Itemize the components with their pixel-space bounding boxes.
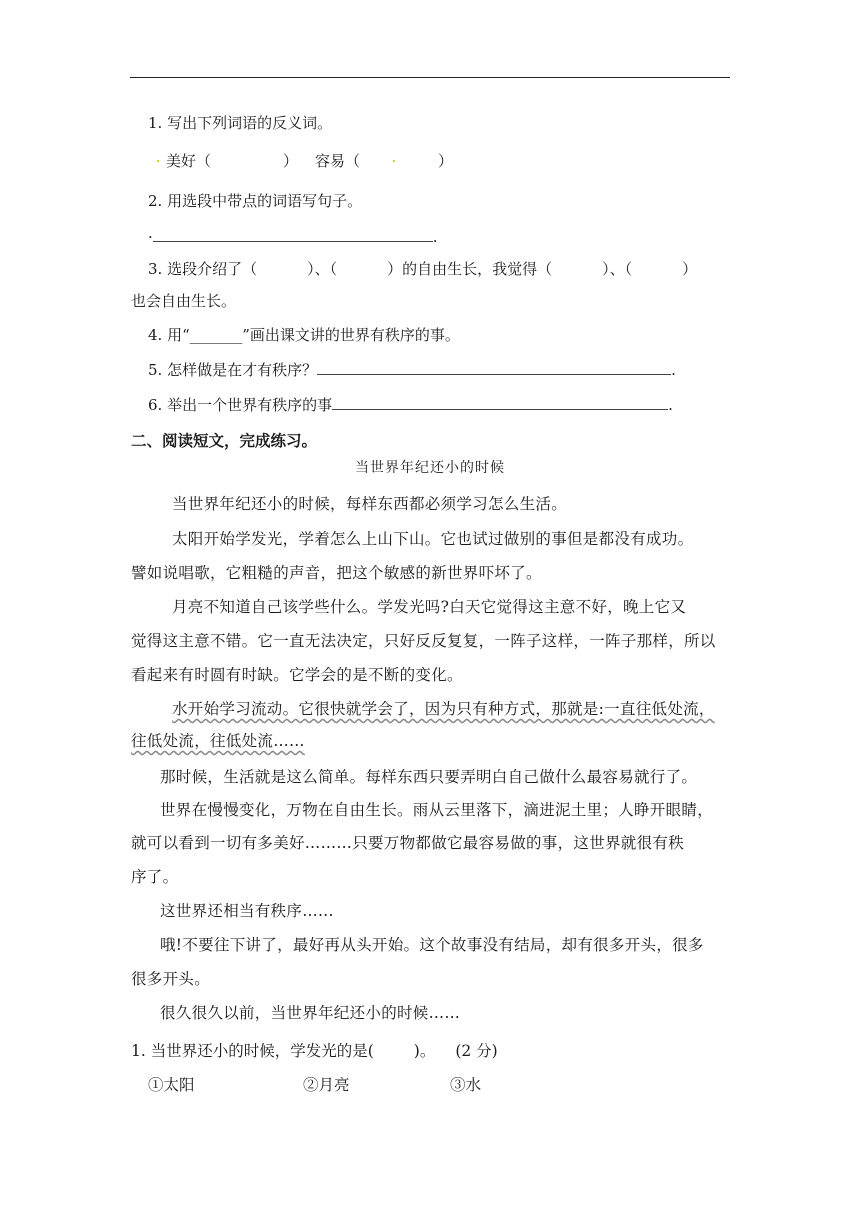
question-1-item-2: 容易（ ） <box>315 152 454 170</box>
story-line-underlined: 往低处流，往低处流…… <box>131 732 305 750</box>
story-line: 月亮不知道自己该学些什么。学发光吗?白天它觉得这主意不好，晚上它又 <box>172 598 687 616</box>
section-2-heading: 二、阅读短文，完成练习。 <box>131 432 318 450</box>
story-line: 太阳开始学发光，学着怎么上山下山。它也试过做别的事但是都没有成功。 <box>172 530 694 548</box>
score: (2 分) <box>455 1042 498 1060</box>
story-title: 当世界年纪还小的时候 <box>355 460 505 476</box>
answer-line[interactable] <box>332 395 668 410</box>
question-6: 6. 举出一个世界有秩序的事 . <box>148 396 673 414</box>
story-line: 譬如说唱歌，它粗糙的声音，把这个敏感的新世界吓坏了。 <box>131 564 542 582</box>
question-1-item-1: 美好（ ） <box>166 152 299 170</box>
question-3: 3. 选段介绍了（ ）、（ ）的自由生长，我觉得（ ）、（ ） <box>148 260 698 278</box>
option-3[interactable]: ③水 <box>450 1076 482 1094</box>
word-meihao: 美好（ <box>166 152 212 170</box>
story-line: 序了。 <box>131 868 179 886</box>
question-3-line-2: 也会自由生长。 <box>131 292 237 310</box>
story-line-underlined: 水开始学习流动。它很快就学会了，因为只有种方式，那就是:一直往低处流， <box>172 700 715 718</box>
top-rule <box>130 77 730 78</box>
decorative-dot <box>157 160 159 162</box>
story-line: 看起来有时圆有时缺。它学会的是不断的变化。 <box>131 666 463 684</box>
question-5: 5. 怎样做是在才有秩序？ . <box>148 361 676 379</box>
answer-line[interactable] <box>153 227 433 242</box>
reading-question-1: 1. 当世界还小的时候，学发光的是( )。 (2 分) <box>131 1042 498 1060</box>
option-1[interactable]: ①太阳 <box>148 1076 195 1094</box>
story-line: 这世界还相当有秩序…... <box>160 902 334 920</box>
option-2[interactable]: ②月亮 <box>303 1076 350 1094</box>
question-1-title: 1. 写出下列词语的反义词。 <box>148 114 333 132</box>
answer-line[interactable] <box>317 360 671 375</box>
question-2-title: 2. 用选段中带点的词语写句子。 <box>148 192 363 210</box>
story-line: 世界在慢慢变化，万物在自由生长。雨从云里落下，滴进泥土里；人睁开眼睛， <box>160 801 714 819</box>
story-line: 当世界年纪还小的时候，每样东西都必须学习怎么生活。 <box>172 495 568 513</box>
decorative-dot <box>393 160 395 162</box>
story-line: 很多开头。 <box>131 970 211 988</box>
story-line: 很久很久以前，当世界年纪还小的时候…… <box>160 1004 461 1022</box>
story-line: 哦!不要往下讲了，最好再从头开始。这个故事没有结局，却有很多开头，很多 <box>160 936 704 954</box>
story-line: 那时候，生活就是这么简单。每样东西只要弄明白自己做什么最容易就行了。 <box>160 768 698 786</box>
word-rongyi: 容易（ <box>315 152 361 170</box>
story-line: 就可以看到一切有多美好………只要万物都做它最容易做的事，这世界就很有秩 <box>131 834 685 852</box>
question-4: 4. 用“_______”画出课文讲的世界有秩序的事。 <box>148 326 460 344</box>
story-line: 觉得这主意不错。它一直无法决定，只好反反复复，一阵子这样，一阵子那样，所以 <box>131 632 716 650</box>
question-2-answer-line: · . <box>148 228 438 246</box>
